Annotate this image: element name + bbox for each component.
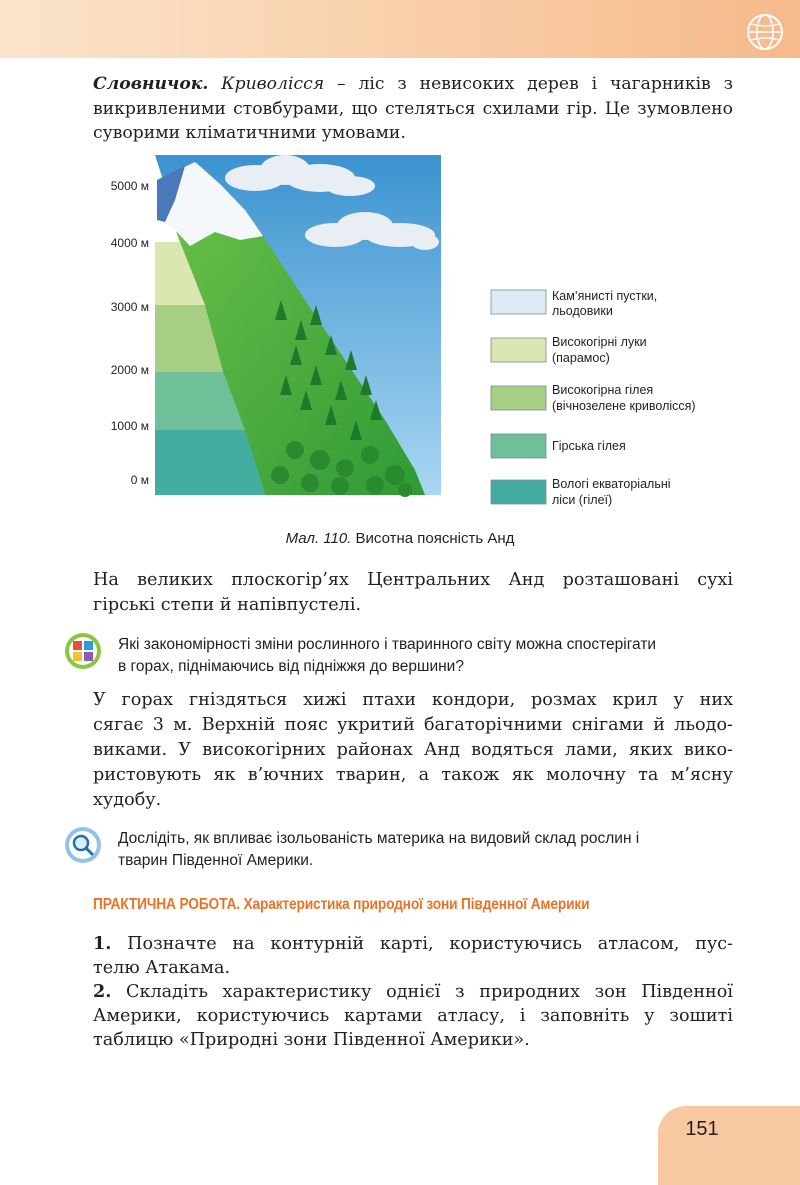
practical-heading: ПРАКТИЧНА РОБОТА. Характеристика природної зони Південної Америки: [93, 896, 590, 913]
figure-caption-text: Висотна поясність Анд: [355, 530, 515, 547]
practical-task-2: [93, 980, 733, 1052]
altitude-label: 4000 м: [110, 236, 149, 250]
paragraph-line: На великих плоскогір’ях Центральних Анд розташовані сухі: [93, 570, 733, 590]
paragraph-condors: [93, 688, 733, 813]
legend-swatch-mountain-gilea: [491, 434, 546, 458]
task-line: таблицю «Природні зони Південної Америки».: [93, 1030, 530, 1050]
paragraph-line: худобу.: [93, 790, 162, 810]
question-line: в горах, піднімаючись від підніжжя до вершини?: [118, 658, 464, 675]
task-number: 2.: [93, 981, 112, 1002]
altitude-label: 5000 м: [110, 179, 149, 193]
paragraph-line: гірські степи й напівпустелі.: [93, 594, 362, 615]
legend-label: ліси (гілеї): [552, 493, 613, 507]
altitude-zonation-figure: [95, 150, 715, 530]
legend-swatch-paramos: [491, 338, 546, 362]
question-line: Які закономірності зміни рослинного і тваринного світу можна спостерігати: [118, 636, 657, 653]
legend-label: Гірська гілея: [552, 439, 626, 453]
task-line: Америки, користуючись картами атласу, і заповніть у зошиті: [93, 1006, 733, 1026]
legend-label: Кам’янисті пустки,: [552, 289, 658, 303]
legend-label: (вічнозелене криволісся): [552, 399, 696, 413]
legend-swatch-rainforest: [491, 480, 546, 504]
question-vegetation: [118, 634, 733, 678]
task-line: Позначте на контурній карті, користуючись атласом, пус-: [127, 934, 733, 954]
header-band: [0, 0, 800, 58]
paragraph-plateaus: [93, 568, 733, 617]
altitude-label: 0 м: [130, 473, 149, 487]
paragraph-line: виками. У високогірних районах Анд водяться лами, яких вико-: [93, 740, 733, 760]
legend-label: льодовики: [552, 304, 613, 318]
question-line: тварин Південної Америки.: [118, 852, 314, 869]
practical-task-1: [93, 932, 733, 980]
puzzle-icon: [64, 632, 102, 670]
glossary-term: Криволісся: [221, 74, 325, 94]
magnifier-icon: [64, 826, 102, 864]
glossary-label: Словничок.: [93, 74, 209, 94]
paragraph-line: ристовують як в’ючних тварин, а також як молочну та м’ясну: [93, 765, 733, 785]
altitude-label: 2000 м: [110, 363, 149, 377]
task-line: телю Атакама.: [93, 958, 231, 978]
page-number: 151: [685, 1118, 719, 1140]
task-line: Складіть характеристику однієї з природних зон Південної: [126, 982, 733, 1002]
altitude-label: 1000 м: [110, 419, 149, 433]
legend-label: Високогірна гілея: [552, 383, 654, 397]
figure-caption-label: Мал. 110.: [285, 530, 352, 547]
legend-swatch-glaciers: [491, 290, 546, 314]
figure-caption: [0, 530, 800, 547]
question-line: Дослідіть, як впливає ізольованість материка на видовий склад рослин і: [118, 830, 640, 847]
paragraph-line: сягає 3 м. Верхній пояс укритий багаторічними снігами й льодо-: [93, 715, 733, 735]
globe-icon: [745, 12, 785, 52]
glossary-line: – ліс з невисоких дерев і чагарників з: [337, 74, 733, 94]
legend-label: Вологі екваторіальні: [552, 477, 671, 491]
glossary-line: суворими кліматичними умовами.: [93, 123, 406, 143]
paragraph-line: У горах гніздяться хижі птахи кондори, розмах крил у них: [93, 690, 733, 710]
glossary-line: викривленими стовбурами, що стеляться схилами гір. Це зумовлено: [93, 98, 733, 119]
altitude-label: 3000 м: [110, 300, 149, 314]
legend-label: (парамос): [552, 351, 610, 365]
legend-label: Високогірні луки: [552, 335, 647, 349]
glossary-paragraph: [93, 72, 733, 146]
legend-swatch-high-gilea: [491, 386, 546, 410]
question-isolation: [118, 828, 733, 872]
task-number: 1.: [93, 933, 112, 954]
